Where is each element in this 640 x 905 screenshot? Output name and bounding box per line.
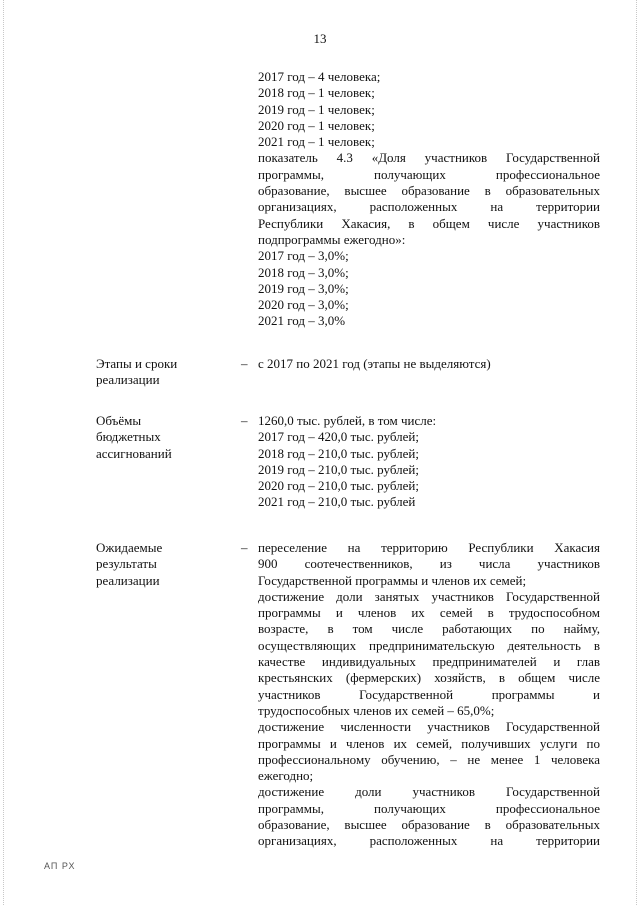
text-line: ежегодно; bbox=[258, 768, 314, 784]
text-line: 2021 год – 3,0% bbox=[258, 313, 346, 329]
results-value bbox=[258, 540, 600, 850]
text-line: 2017 год – 4 человека; bbox=[258, 69, 381, 84]
text-line: качестве индивидуальных предпринимателей и глав bbox=[258, 654, 600, 670]
text-line: Республики Хакасия, в общем числе участников bbox=[258, 215, 600, 231]
text-line: осуществляющих предпринимательскую деятельность в bbox=[258, 637, 600, 653]
text-line: профессиональному обучению, – не менее 1 человека bbox=[258, 751, 600, 767]
text-line: 2017 год – 420,0 тыс. рублей; bbox=[258, 429, 419, 445]
text-line: 900 соотечественников, из числа участников bbox=[258, 556, 600, 572]
results-label bbox=[96, 540, 226, 589]
text-line: организациях, расположенных на территории bbox=[258, 833, 600, 849]
stages-dash: – bbox=[241, 356, 248, 371]
stages-value bbox=[258, 356, 600, 372]
label-line: Объёмы bbox=[96, 413, 142, 428]
text-line: образование, высшее образование в образовательных bbox=[258, 183, 600, 199]
text-line: Государственной программы и членов их семей; bbox=[258, 572, 527, 588]
text-line: организациях, расположенных на территории bbox=[258, 199, 600, 215]
scan-edge-right bbox=[635, 0, 637, 905]
scan-edge-left bbox=[3, 0, 5, 905]
label-line: ассигнований bbox=[96, 445, 172, 461]
text-line: трудоспособных членов их семей – 65,0%; bbox=[258, 702, 495, 718]
text-line: показатель 4.3 «Доля участников Государственной bbox=[258, 150, 600, 166]
label-line: Ожидаемые bbox=[96, 540, 163, 555]
stages-label bbox=[96, 356, 226, 389]
budget-dash: – bbox=[241, 413, 248, 428]
budget-label bbox=[96, 413, 226, 462]
text-line: программы, получающих профессиональное bbox=[258, 800, 600, 816]
text-line: 2020 год – 3,0%; bbox=[258, 297, 349, 313]
label-line: реализации bbox=[96, 572, 160, 588]
text-line: 2020 год – 1 человек; bbox=[258, 117, 375, 133]
text-line: программы и членов их семей в трудоспособном bbox=[258, 605, 600, 621]
text-line: 2021 год – 1 человек; bbox=[258, 134, 375, 150]
text-line: с 2017 по 2021 год (этапы не выделяются) bbox=[258, 356, 491, 371]
label-line: результаты bbox=[96, 556, 157, 572]
page-number: 13 bbox=[313, 31, 327, 46]
text-line: программы, получающих профессиональное bbox=[258, 166, 600, 182]
archive-stamp: АП РХ bbox=[44, 861, 76, 871]
results-dash: – bbox=[241, 540, 248, 555]
text-line: 2019 год – 1 человек; bbox=[258, 101, 375, 117]
text-line: 2021 год – 210,0 тыс. рублей bbox=[258, 494, 416, 510]
label-line: Этапы и сроки bbox=[96, 356, 178, 371]
text-line: 1260,0 тыс. рублей, в том числе: bbox=[258, 413, 437, 428]
text-line: 2019 год – 3,0%; bbox=[258, 280, 349, 296]
text-line: подпрограммы ежегодно»: bbox=[258, 231, 406, 247]
text-line: 2018 год – 1 человек; bbox=[258, 85, 375, 101]
label-line: бюджетных bbox=[96, 429, 161, 445]
text-line: крестьянских (фермерских) хозяйств, в общем числе bbox=[258, 670, 600, 686]
text-line: 2017 год – 3,0%; bbox=[258, 248, 349, 264]
text-line: участников Государственной программы и bbox=[258, 686, 600, 702]
budget-value bbox=[258, 413, 600, 511]
label-line: реализации bbox=[96, 372, 160, 388]
text-line: 2018 год – 210,0 тыс. рублей; bbox=[258, 445, 419, 461]
text-line: 2020 год – 210,0 тыс. рублей; bbox=[258, 478, 419, 494]
text-line: образование, высшее образование в образовательных bbox=[258, 817, 600, 833]
text-line: достижение численности участников Государственной bbox=[258, 719, 600, 735]
text-line: программы и членов их семей, получивших услуги по bbox=[258, 735, 600, 751]
text-line: 2019 год – 210,0 тыс. рублей; bbox=[258, 461, 419, 477]
text-line: достижение доли участников Государственной bbox=[258, 784, 600, 800]
text-line: возрасте, в том числе работающих по найму, bbox=[258, 621, 600, 637]
text-line: переселение на территорию Республики Хакасия bbox=[258, 540, 600, 555]
text-line: 2018 год – 3,0%; bbox=[258, 264, 349, 280]
indicator-continuation bbox=[258, 69, 600, 330]
text-line: достижение доли занятых участников Государственной bbox=[258, 588, 600, 604]
